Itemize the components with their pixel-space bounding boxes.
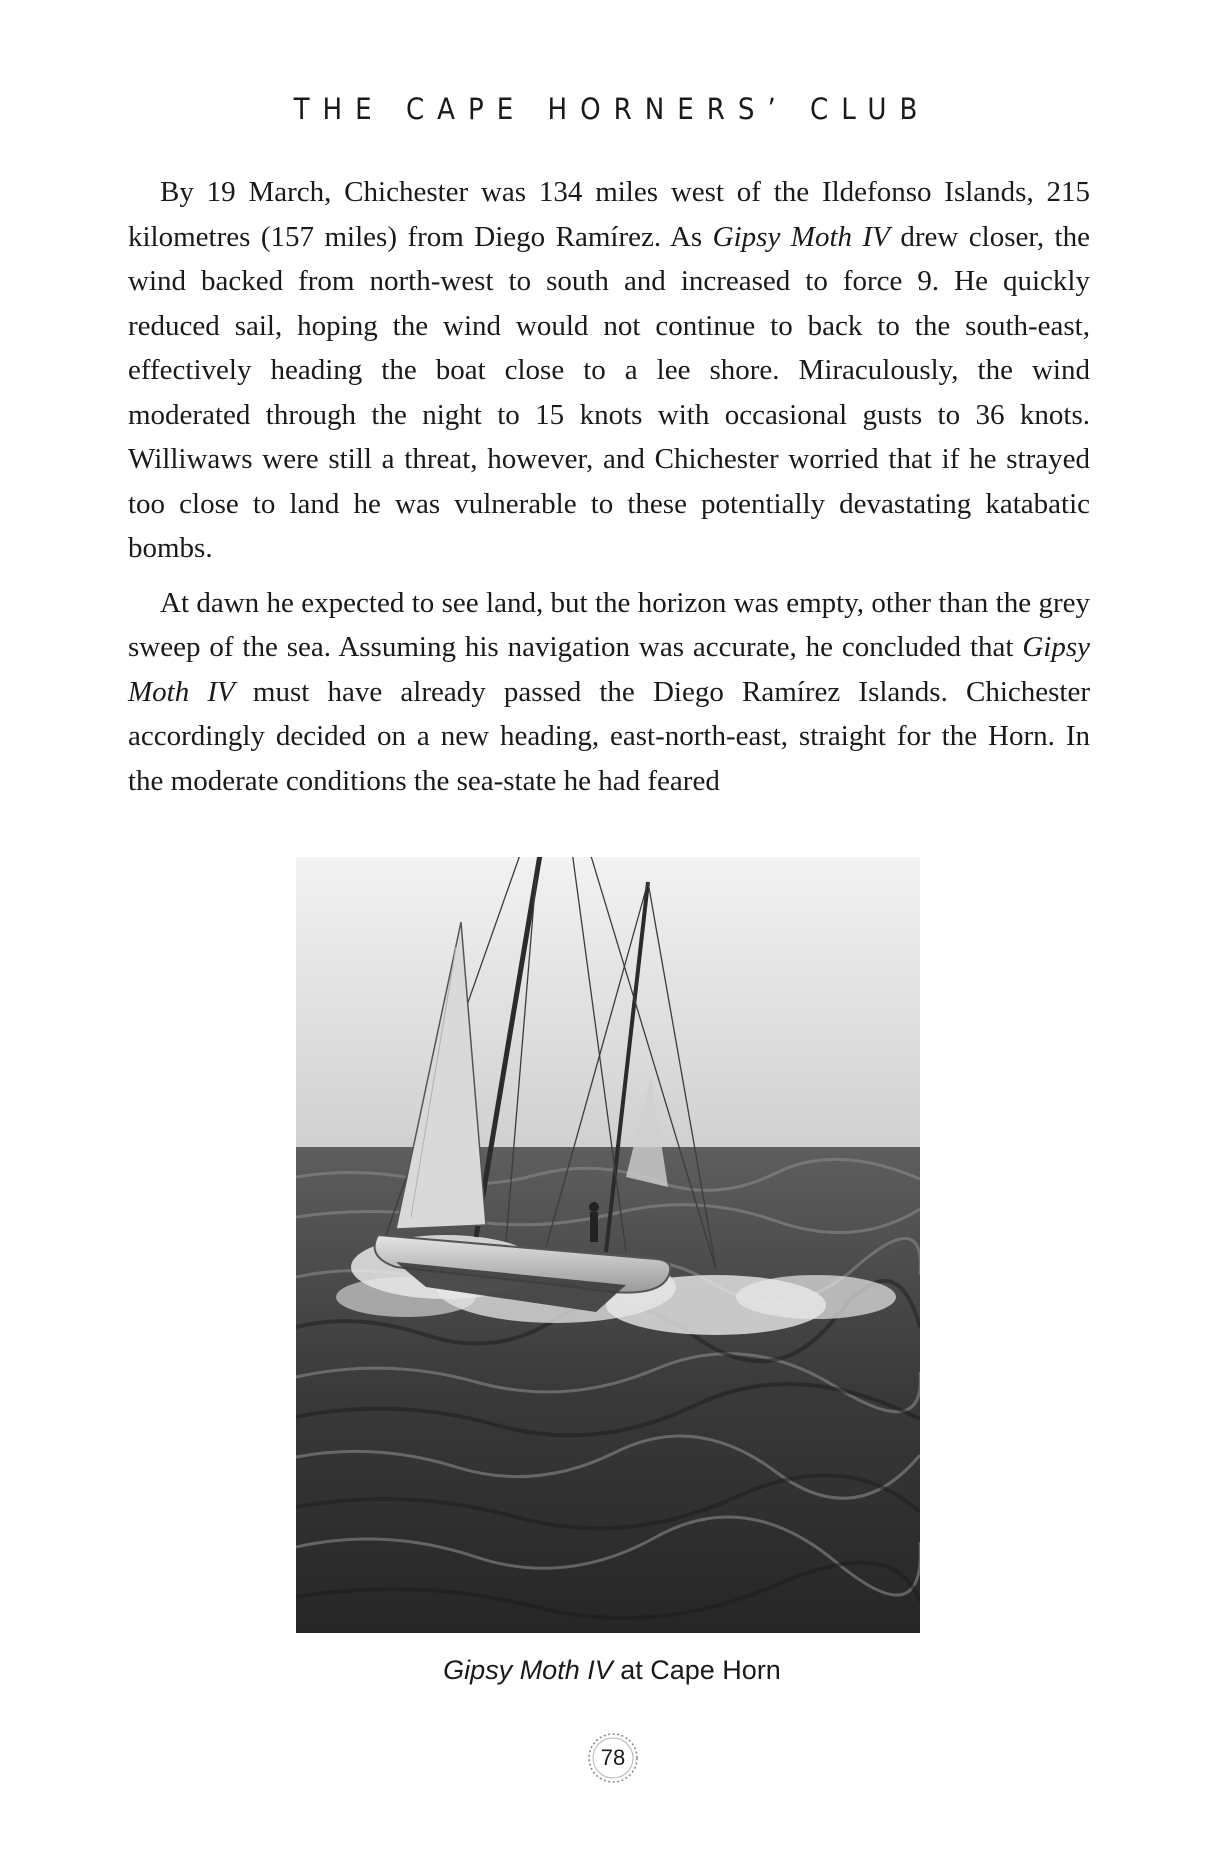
running-head: THE CAPE HORNERS’ CLUB — [293, 92, 931, 126]
paragraph-2-text-b: must have already passed the Diego Ramírez Islands. Chichester accordingly decided on a new heading, east-north-east, straight for the Horn. In the moderate conditions the sea-state he had feared — [128, 675, 1090, 797]
paragraph-1-boat-name: Gipsy Moth IV — [712, 220, 890, 253]
paragraph-2 — [128, 581, 1090, 804]
photo-caption — [0, 1655, 1224, 1686]
paragraph-2-text-a: At dawn he expected to see land, but the horizon was empty, other than the grey sweep of the sea. Assuming his navigation was accurate, he concluded that — [128, 586, 1090, 663]
body-text — [128, 170, 1090, 803]
paragraph-2-boat-name: Gipsy Moth IV — [128, 631, 1090, 708]
paragraph-1-text-a: By 19 March, Chichester was 134 miles west of the Ildefonso Islands, 215 kilometres (157 miles) from Diego Ramírez. As — [128, 176, 1090, 253]
page-number-medallion — [583, 1728, 643, 1788]
page-number: 78 — [600, 1745, 626, 1770]
caption-boat-name: Gipsy Moth IV — [443, 1655, 613, 1685]
paragraph-1 — [128, 170, 1090, 571]
paragraph-1-text-b: drew closer, the wind backed from north-west to south and increased to force 9. He quickly reduced sail, hoping the wind would not continue to back to the south-east, effectively heading the boat close to a lee shore. Miraculously, the wind moderated through the night to 15 knots with occasional gusts to 36 knots. Williwaws were still a threat, however, and Chichester worried that if he strayed too close to land he was vulnerable to these potentially devastating katabatic bombs. — [128, 220, 1090, 564]
caption-text: at Cape Horn — [612, 1655, 781, 1685]
sailboat-photo — [296, 857, 920, 1633]
